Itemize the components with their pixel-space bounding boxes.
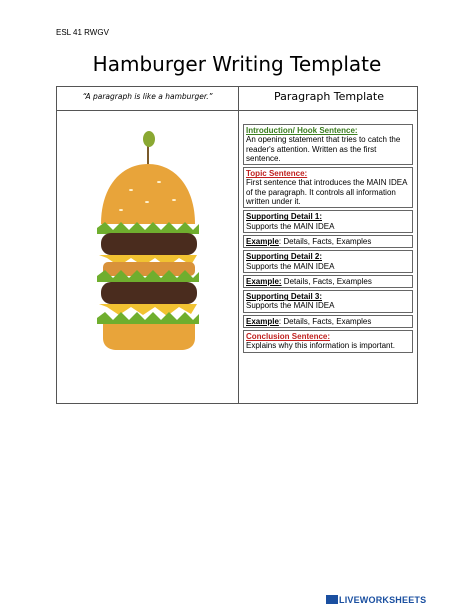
supporting-detail-1-heading: Supporting Detail 1: bbox=[246, 212, 322, 222]
example-2-heading: Example: bbox=[246, 276, 282, 286]
example-1-text: : Details, Facts, Examples bbox=[278, 236, 372, 246]
supporting-detail-3-text: Supports the MAIN IDEA bbox=[246, 301, 335, 311]
patty-layer bbox=[101, 282, 197, 304]
intro-box bbox=[243, 124, 413, 165]
topic-text: First sentence that introduces the MAIN IDEA of the paragraph. It controls all information written under it. bbox=[246, 178, 407, 207]
conclusion-box bbox=[243, 330, 413, 353]
intro-heading: Introduction/ Hook Sentence: bbox=[246, 126, 358, 135]
example-3-box bbox=[243, 315, 413, 328]
header-divider bbox=[57, 110, 417, 111]
patty-layer bbox=[101, 233, 197, 255]
cheese-layer bbox=[99, 304, 197, 316]
top-bun bbox=[101, 164, 195, 224]
supporting-detail-3-box bbox=[243, 290, 413, 313]
conclusion-text: Explains why this information is important. bbox=[246, 341, 395, 351]
liveworksheets-logo[interactable] bbox=[326, 595, 426, 605]
template-boxes bbox=[243, 124, 413, 355]
column-divider bbox=[238, 87, 239, 403]
supporting-detail-2-text: Supports the MAIN IDEA bbox=[246, 261, 335, 271]
topic-heading: Topic Sentence: bbox=[246, 169, 308, 179]
supporting-detail-1-box bbox=[243, 210, 413, 233]
example-2-text: Details, Facts, Examples bbox=[281, 276, 372, 286]
liveworksheets-logo-icon bbox=[326, 595, 338, 604]
paragraph-template-heading: Paragraph Template bbox=[273, 90, 385, 103]
supporting-detail-2-box bbox=[243, 250, 413, 273]
logo-text: LIVEWORKSHEETS bbox=[339, 595, 427, 605]
conclusion-heading: Conclusion Sentence: bbox=[246, 332, 331, 342]
olive-icon bbox=[143, 131, 155, 147]
paragraph-quote-heading: “A paragraph is like a hamburger.” bbox=[82, 92, 213, 101]
intro-text: An opening statement that tries to catch the reader's attention. Written as the first sentence. bbox=[246, 135, 401, 163]
lettuce-layer bbox=[97, 312, 199, 324]
template-table bbox=[56, 86, 418, 404]
course-code: ESL 41 RWGV bbox=[56, 28, 109, 37]
supporting-detail-3-heading: Supporting Detail 3: bbox=[246, 292, 322, 302]
example-1-heading: Example bbox=[246, 236, 279, 246]
example-1-box bbox=[243, 235, 413, 248]
page-title: Hamburger Writing Template bbox=[92, 52, 382, 76]
example-3-heading: Example bbox=[246, 316, 279, 326]
bottom-bun bbox=[103, 324, 195, 350]
example-2-box bbox=[243, 275, 413, 288]
supporting-detail-2-heading: Supporting Detail 2: bbox=[246, 252, 322, 262]
hamburger-image bbox=[59, 112, 237, 402]
supporting-detail-1-text: Supports the MAIN IDEA bbox=[246, 221, 335, 231]
topic-box bbox=[243, 167, 413, 208]
example-3-text: : Details, Facts, Examples bbox=[278, 316, 372, 326]
hamburger-illustration bbox=[59, 112, 237, 402]
